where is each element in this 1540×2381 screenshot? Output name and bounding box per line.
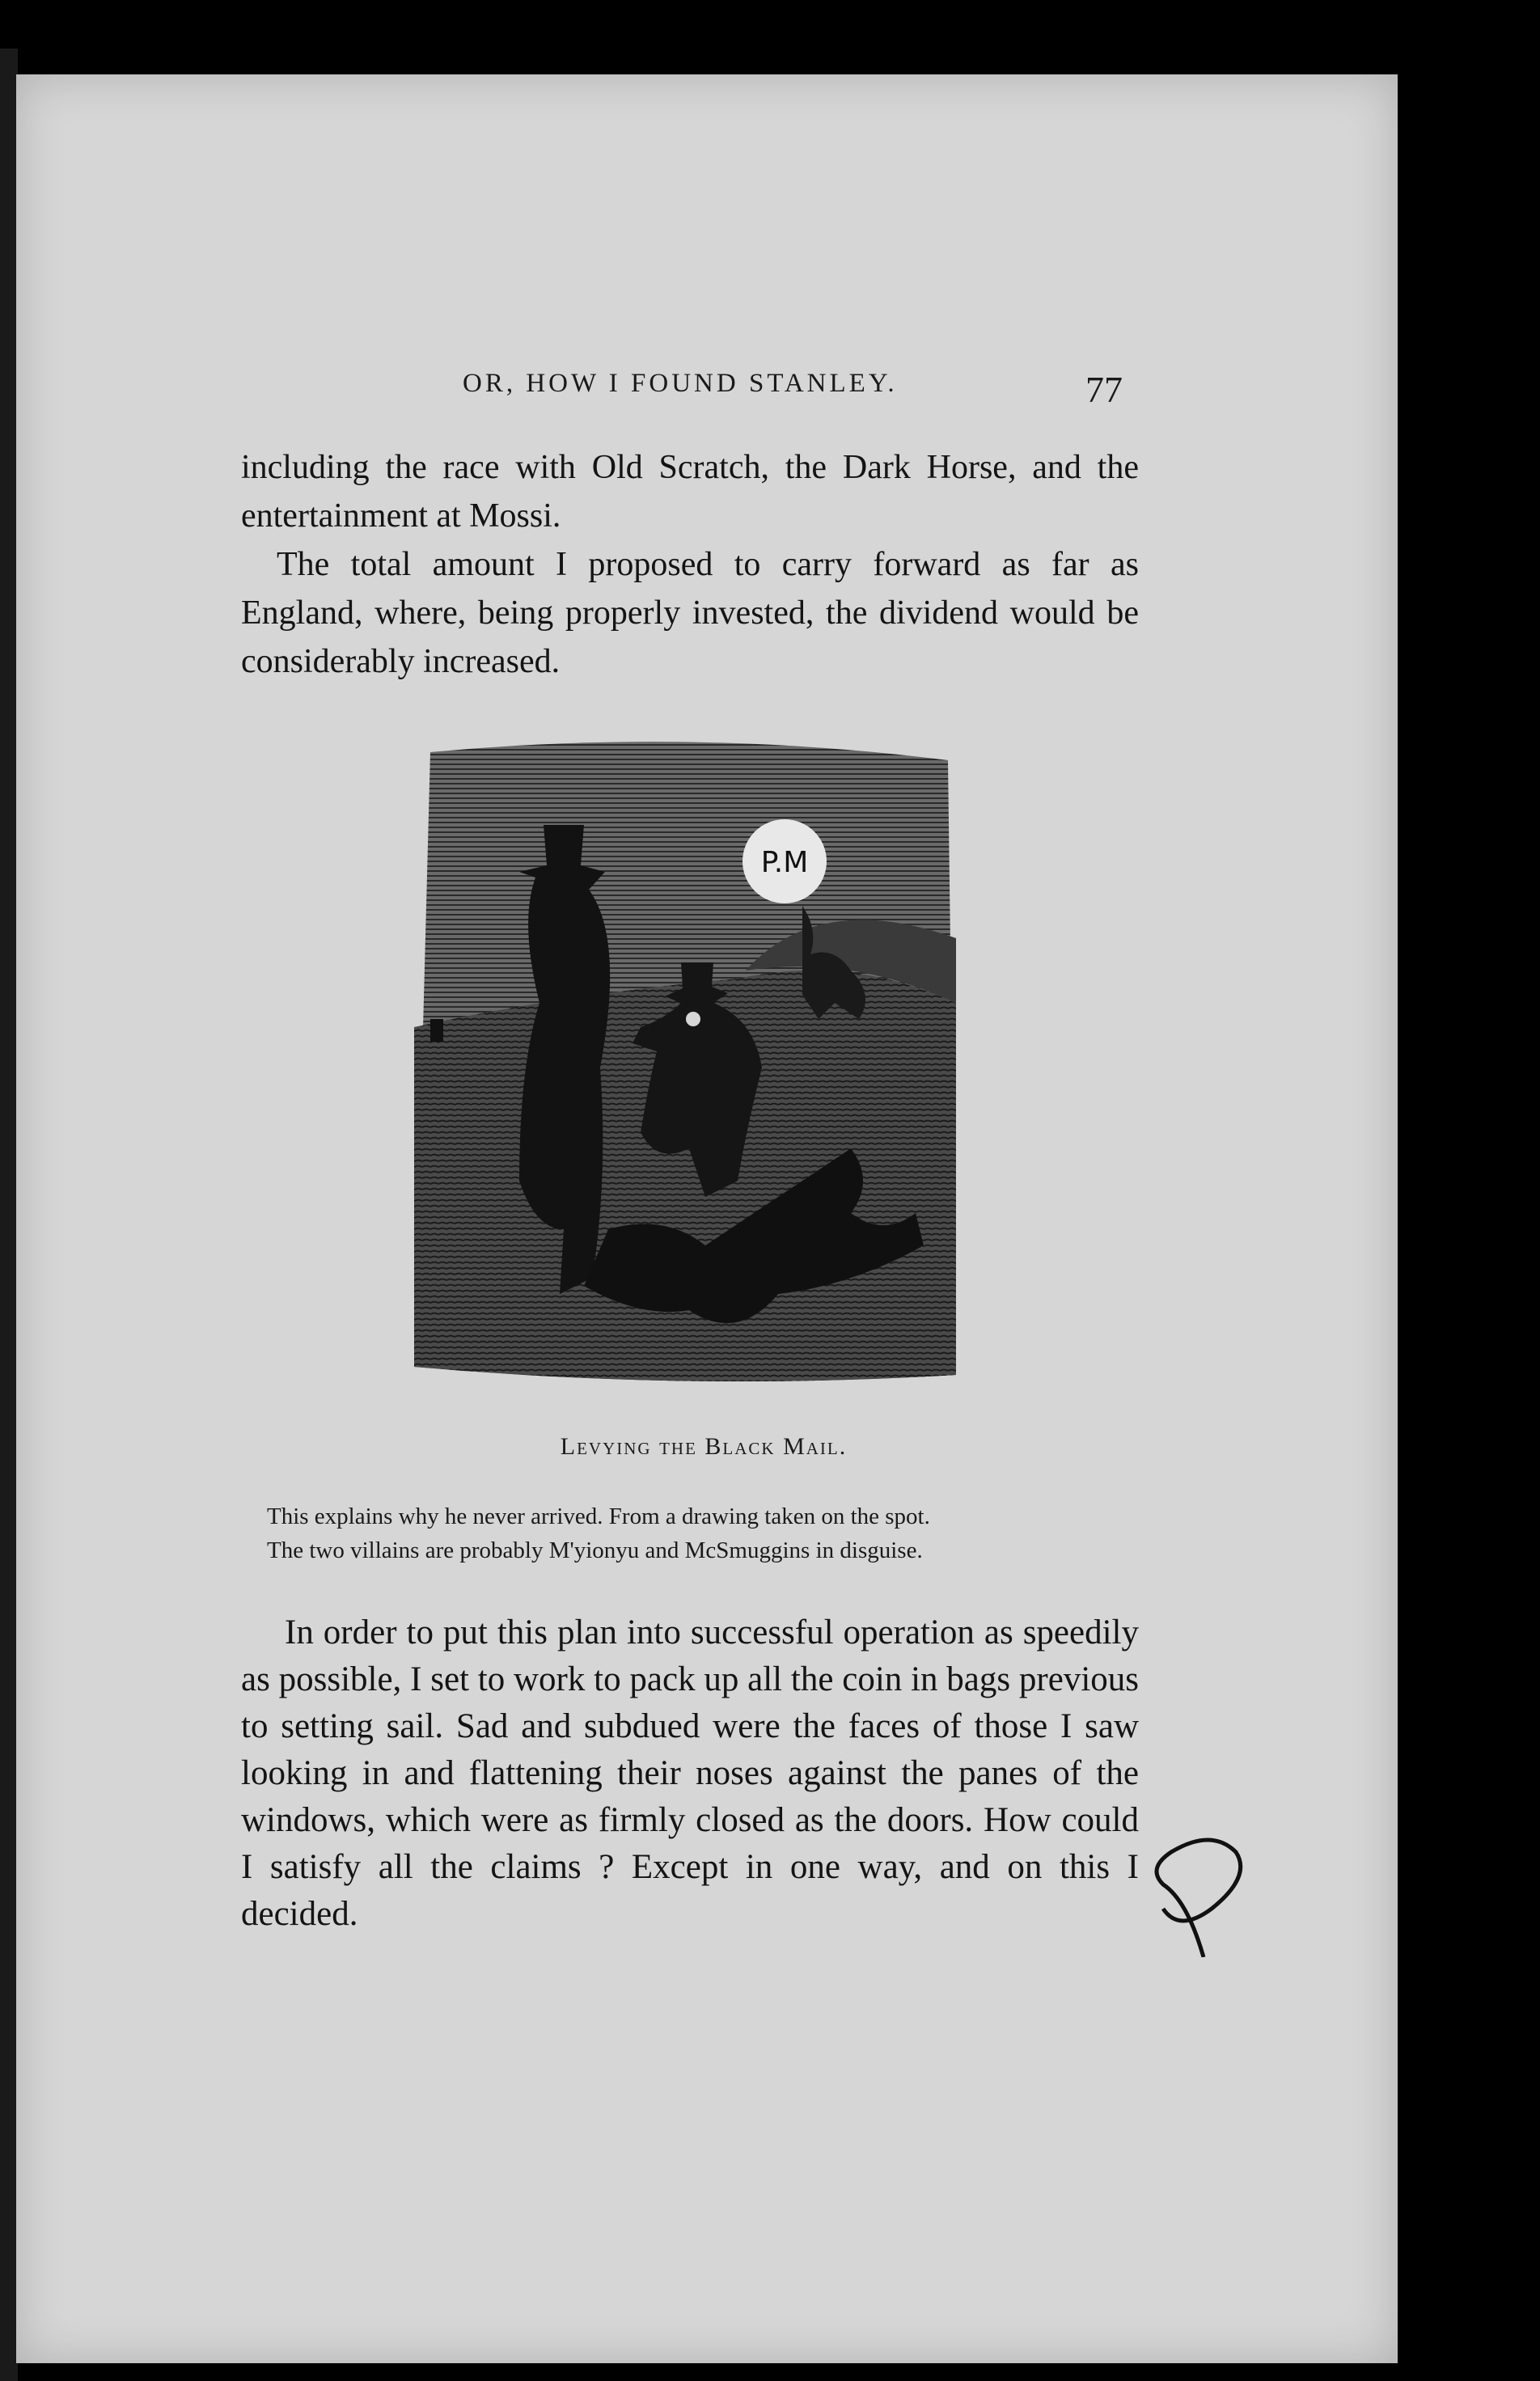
paragraph-1: including the race with Old Scratch, the Dark Horse, and the entertainment at Mossi. — [241, 449, 1139, 535]
illustration-engraving — [398, 728, 974, 1391]
caption-line-1: This explains why he never arrived. From a drawing taken on the spot. — [267, 1503, 930, 1529]
engraving-svg — [398, 728, 974, 1391]
moon-label: P.M — [760, 846, 809, 879]
villain-face-highlight — [686, 1012, 700, 1026]
paragraph-3: In order to put this plan into successful operation as speedily as possible, I set to work to pack up all the coin in bags previous to setting sail. Sad and subdued were the faces of those I saw looking in and flattening their noses against the panes of the windows, which were as firmly closed as the doors. How could I satisfy all the claims ? Except in one way, and on this I decided. — [241, 1613, 1139, 1933]
paragraph-2: The total amount I proposed to carry forward as far as England, where, being properly invested, the dividend would be considerably increased. — [241, 546, 1139, 680]
caption-title: Levying the Black Mail. — [560, 1433, 848, 1460]
distant-ship — [430, 1019, 443, 1042]
page-number: 77 — [1085, 369, 1123, 410]
caption-line-2: The two villains are probably M'yionyu and McSmuggins in disguise. — [267, 1537, 923, 1563]
running-title: OR, HOW I FOUND STANLEY. — [463, 369, 898, 398]
book-spine-shadow — [0, 49, 18, 2381]
handwritten-loop-mark — [1147, 1836, 1260, 1957]
